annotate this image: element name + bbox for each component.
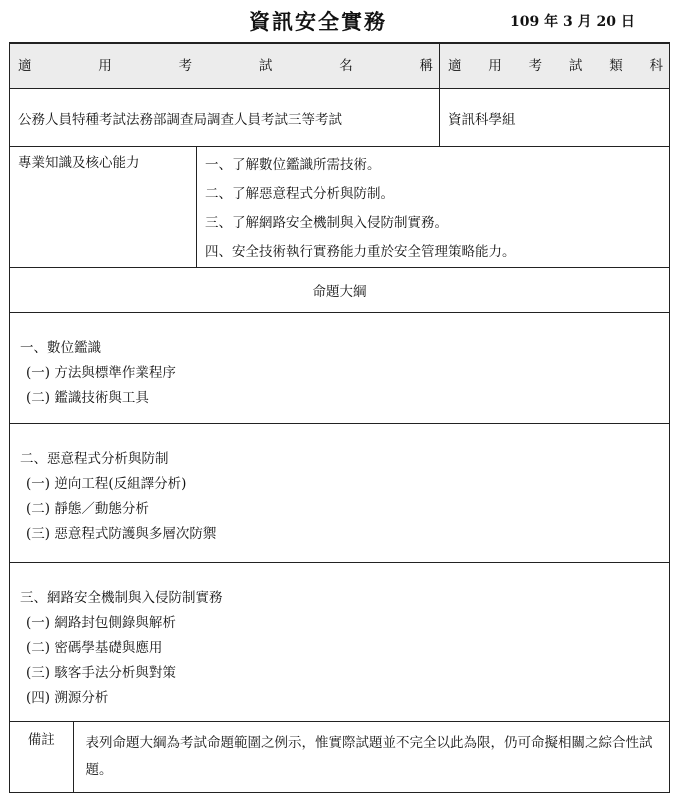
syllabus-table	[9, 42, 670, 793]
header-char: 稱	[419, 58, 433, 74]
header-char: 試	[258, 58, 273, 74]
section-title: 二、惡意程式分析與防制	[20, 451, 169, 467]
section-row	[10, 563, 670, 722]
outline-section	[10, 313, 670, 424]
section-item: (一) 方法與標準作業程序	[26, 365, 176, 381]
note-table	[10, 722, 669, 792]
exam-name-cell: 公務人員特種考試法務部調查局調查人員考試三等考試	[10, 89, 440, 147]
header-row	[10, 43, 670, 89]
ability-list	[197, 147, 670, 268]
header-char: 適	[18, 58, 32, 74]
outline-title-row	[10, 268, 670, 313]
exam-category-cell: 資訊科學組	[440, 89, 670, 147]
section-item: (二) 鑑識技術與工具	[26, 390, 149, 406]
outline-title: 命題大綱	[10, 268, 670, 313]
section-item: (三) 駭客手法分析與對策	[26, 665, 176, 681]
section-item: (一) 網路封包側錄與解析	[26, 615, 176, 631]
header-char: 類	[609, 58, 623, 74]
header-char: 用	[488, 58, 502, 74]
section-title: 一、數位鑑識	[20, 340, 101, 356]
note-label: 備註	[10, 722, 73, 792]
exam-name-header	[10, 43, 440, 89]
exam-row	[10, 89, 670, 147]
exam-category-header	[440, 43, 670, 89]
ability-label: 專業知識及核心能力	[10, 147, 197, 268]
section-item: (二) 靜態／動態分析	[26, 501, 149, 517]
ability-item: 二、了解惡意程式分析與防制。	[205, 186, 394, 202]
section-item: (二) 密碼學基礎與應用	[26, 640, 163, 656]
header-char: 考	[528, 58, 543, 74]
ability-row	[10, 147, 670, 268]
header-char: 科	[649, 58, 663, 74]
header-char: 用	[98, 58, 112, 74]
document-date: 109 年 3 月 20 日	[510, 14, 635, 30]
header-char: 考	[178, 58, 193, 74]
header-char: 適	[448, 58, 462, 74]
section-row	[10, 313, 670, 424]
section-item: (三) 惡意程式防護與多層次防禦	[26, 526, 217, 542]
ability-item: 三、了解網路安全機制與入侵防制實務。	[205, 215, 448, 231]
outline-section	[10, 424, 670, 563]
note-row	[10, 722, 670, 793]
note-cell	[10, 722, 670, 793]
ability-item: 四、安全技術執行實務能力重於安全管理策略能力。	[205, 244, 516, 260]
document-title: 資訊安全實務	[249, 9, 387, 34]
ability-item: 一、了解數位鑑識所需技術。	[205, 157, 381, 173]
header-char: 名	[339, 58, 353, 74]
header-char: 試	[568, 58, 583, 74]
note-text: 表列命題大綱為考試命題範圍之例示，惟實際試題並不完全以此為限，仍可命擬相關之綜合性試題。	[85, 735, 653, 778]
section-title: 三、網路安全機制與入侵防制實務	[20, 590, 223, 606]
section-item: (一) 逆向工程(反組譯分析)	[26, 476, 187, 492]
section-row	[10, 424, 670, 563]
outline-section	[10, 563, 670, 722]
section-item: (四) 溯源分析	[26, 690, 109, 706]
